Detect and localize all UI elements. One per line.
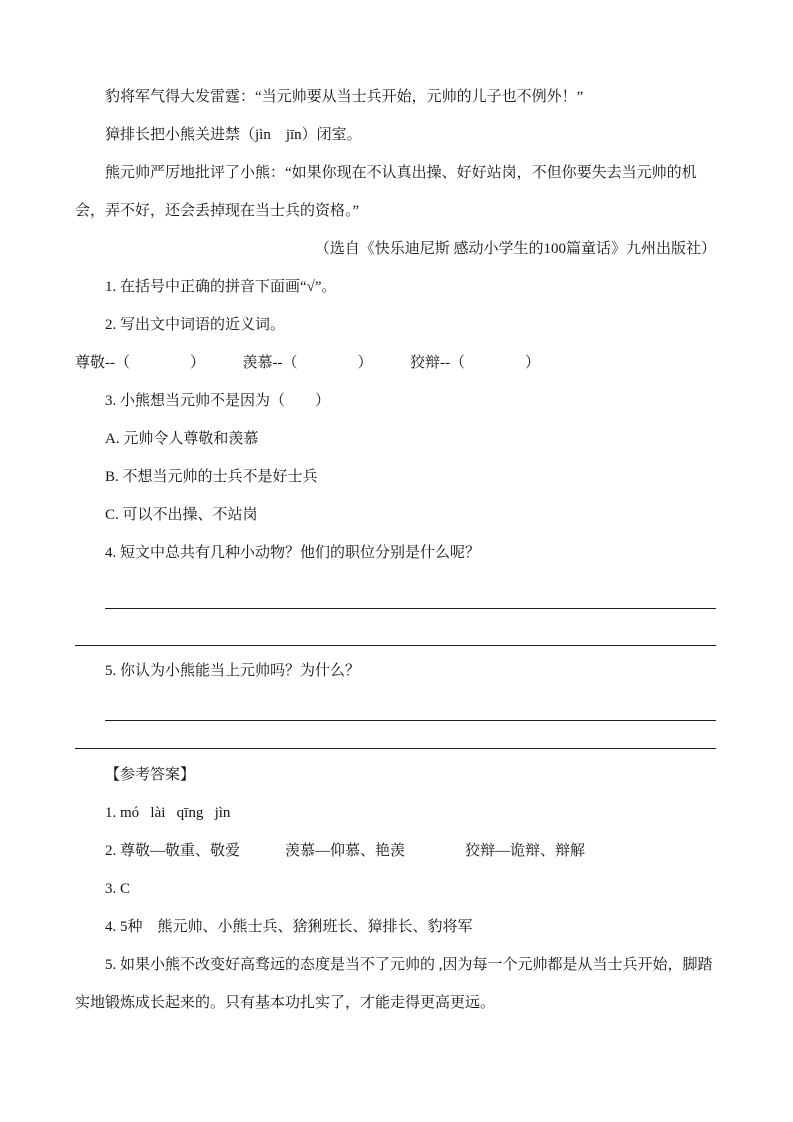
answer-4: 4. 5种 熊元帅、小熊士兵、猞猁班长、獐排长、豹将军 (105, 919, 473, 935)
answer-writing-line (75, 748, 716, 749)
answer-writing-line (75, 645, 716, 646)
answer-1: 1. mó lài qīng jìn (105, 805, 231, 821)
question-3-option-a: A. 元帅令人尊敬和羡慕 (105, 431, 259, 447)
question-1: 1. 在括号中正确的拼音下面画“√”。 (105, 279, 337, 295)
passage-paragraph-3: 熊元帅严厉地批评了小熊：“如果你现在不认真出操、好好站岗，不但你要失去当元帅的机会，弄不好，还会丢掉现在当士兵的资格。” (75, 165, 697, 219)
source-attribution: （选自《快乐迪尼斯 感动小学生的100篇童话》九州出版社） (314, 241, 716, 257)
question-2: 2. 写出文中词语的近义词。 (105, 317, 286, 333)
answer-3: 3. C (105, 881, 131, 897)
question-3: 3. 小熊想当元帅不是因为（ ） (105, 393, 331, 409)
answer-writing-line (105, 720, 716, 721)
reference-answers-heading: 【参考答案】 (105, 767, 196, 783)
question-5: 5. 你认为小熊能当上元帅吗？为什么？ (105, 663, 361, 679)
question-4: 4. 短文中总共有几种小动物？他们的职位分别是什么呢？ (105, 545, 481, 561)
passage-paragraph-2: 獐排长把小熊关进禁（jìn jīn）闭室。 (105, 127, 362, 143)
passage-paragraph-1: 豹将军气得大发雷霆：“当元帅要从当士兵开始，元帅的儿子也不例外！” (105, 89, 584, 105)
question-2-blanks: 尊敬--（ ） 羡慕--（ ） 狡辩--（ ） (75, 355, 540, 371)
answer-writing-line (105, 608, 716, 609)
question-3-option-b: B. 不想当元帅的士兵不是好士兵 (105, 469, 318, 485)
answer-5: 5. 如果小熊不改变好高骛远的态度是当不了元帅的 ,因为每一个元帅都是从当士兵开始，脚踏实地锻炼成长起来的。只有基本功扎实了，才能走得更高更远。 (75, 957, 713, 1011)
question-3-option-c: C. 可以不出操、不站岗 (105, 507, 258, 523)
answer-2: 2. 尊敬—敬重、敬爱 羡慕—仰慕、艳羡 狡辩—诡辩、辩解 (105, 843, 586, 859)
